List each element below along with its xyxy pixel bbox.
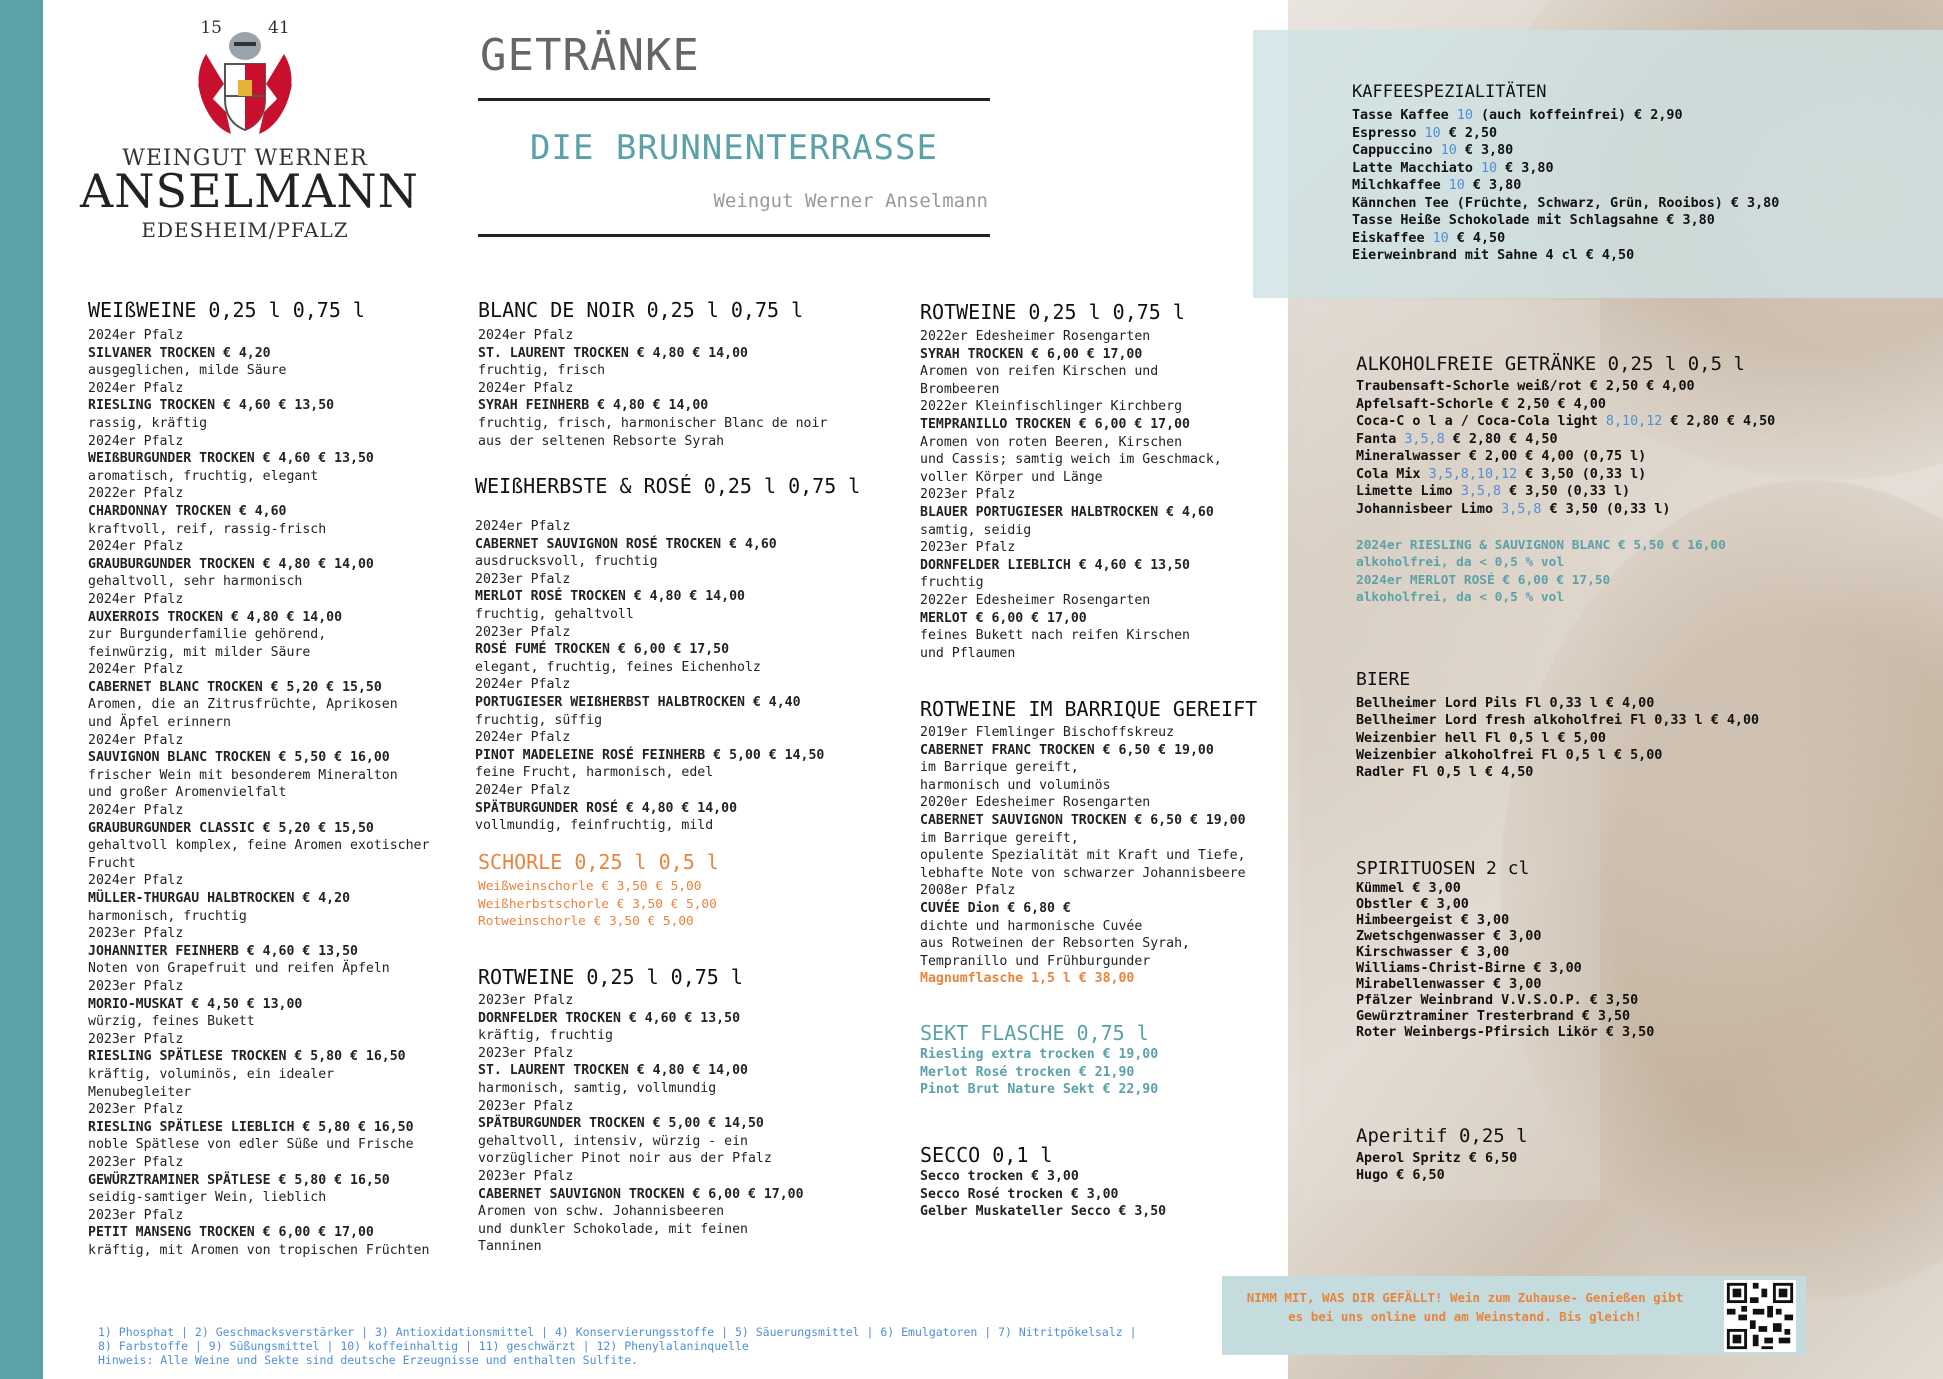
menu-item: [1356, 747, 1759, 764]
menu-item: [1356, 1167, 1517, 1184]
magnum-note: Magnumflasche 1,5 l € 38,00: [920, 971, 1135, 986]
menu-item-line: 2023er Pfalz: [88, 1031, 184, 1047]
menu-item: [1356, 431, 1775, 449]
menu-item-line: vorzüglicher Pinot noir aus der Pfalz: [478, 1151, 772, 1167]
menu-item-text: Latte Macchiato: [1352, 160, 1481, 176]
menu-item-text: Gewürztraminer Tresterbrand € 3,50: [1356, 1009, 1631, 1024]
menu-item-name: CABERNET SAUVIGNON TROCKEN € 6,00 € 17,00: [478, 1186, 804, 1202]
menu-item-line: 2023er Pfalz: [475, 571, 571, 587]
menu-item-name: PORTUGIESER WEIßHERBST HALBTROCKEN € 4,40: [475, 694, 801, 710]
menu-item: [1356, 945, 1654, 961]
allergen-note: 3,5,8: [1404, 431, 1445, 447]
menu-item-name: RIESLING TROCKEN € 4,60 € 13,50: [88, 398, 335, 414]
menu-item-line: 2024er Pfalz: [478, 328, 574, 343]
menu-item-price: € 3,50 (0,33 l): [1501, 484, 1631, 499]
menu-item-text: Tasse Kaffee: [1352, 108, 1457, 123]
menu-item: [1356, 448, 1775, 466]
menu-item-line: aus der seltenen Rebsorte Syrah: [478, 433, 725, 449]
coat-of-arms-icon: [186, 24, 304, 142]
menu-item-text: Bellheimer Lord Pils Fl 0,33 l € 4,00: [1356, 696, 1655, 711]
menu-item-line: 2022er Kleinfischlinger Kirchberg: [920, 399, 1183, 415]
menu-item-name: SILVANER TROCKEN € 4,20: [88, 345, 271, 361]
menu-item: [1356, 913, 1654, 929]
menu-item-name: MÜLLER-THURGAU HALBTROCKEN € 4,20: [88, 891, 351, 906]
menu-item-line: Weißherbstschorle € 3,50 € 5,00: [478, 896, 717, 912]
menu-item-text: Kirschwasser € 3,00: [1356, 945, 1510, 960]
menu-item-line: vollmundig, feinfruchtig, mild: [475, 818, 714, 834]
menu-item-line: 2024er Pfalz: [478, 380, 574, 396]
menu-item-line: Aromen von roten Beeren, Kirschen: [920, 434, 1183, 450]
promo-text: NIMM MIT, WAS DIR GEFÄLLT! Wein zum Zuhause- Genießen gibt es bei uns online und am Weinstand. Bis gleich!: [1246, 1290, 1684, 1324]
menu-item: [1356, 977, 1654, 993]
menu-item-line: fruchtig, frisch, harmonischer Blanc de noir: [478, 415, 828, 431]
menu-item-text: Radler Fl 0,5 l € 4,50: [1356, 765, 1534, 781]
menu-item: [1352, 142, 1779, 160]
menu-item-line: 2024er Pfalz: [88, 433, 184, 449]
menu-item-line: ausdrucksvoll, fruchtig: [475, 554, 658, 570]
menu-item-price: € 3,80: [1497, 160, 1554, 176]
menu-item-line: zur Burgunderfamilie gehörend,: [88, 627, 327, 643]
menu-item-line: 2023er Pfalz: [478, 1045, 574, 1061]
menu-item: [1356, 897, 1654, 913]
menu-item-line: frischer Wein mit besonderem Mineralton: [88, 767, 398, 783]
menu-item-name: CUVÉE Dion € 6,80 €: [920, 900, 1071, 916]
menu-item-line: kräftig, mit Aromen von tropischen Früchten: [88, 1242, 430, 1258]
menu-item-line: 2023er Pfalz: [88, 978, 184, 994]
venue-name: DIE BRUNNENTERRASSE: [530, 128, 938, 168]
menu-item-name: WEIßBURGUNDER TROCKEN € 4,60 € 13,50: [88, 451, 374, 467]
menu-item-line: 2023er Pfalz: [478, 1098, 574, 1114]
menu-item-line: 2023er Pfalz: [88, 926, 184, 942]
winery-logo: [80, 18, 419, 248]
allergen-note: 10: [1440, 143, 1457, 158]
menu-item: [1352, 247, 1779, 265]
menu-item-line: aus Rotweinen der Rebsorten Syrah,: [920, 936, 1190, 952]
menu-item: [1352, 195, 1779, 213]
menu-item-name: MERLOT ROSÉ TROCKEN € 4,80 € 14,00: [475, 589, 745, 605]
menu-item-name: SPÄTBURGUNDER ROSÉ € 4,80 € 14,00: [475, 800, 738, 816]
allergen-note: 3,5,8: [1460, 484, 1502, 499]
alcohol-free-wine-line: alkoholfrei, da < 0,5 % vol: [1356, 555, 1565, 571]
menu-item-line: und Pflaumen: [920, 645, 1016, 661]
menu-item: [1356, 378, 1775, 396]
menu-item-text: Coca-C o l a / Coca-Cola light: [1356, 414, 1606, 429]
menu-item: [1352, 212, 1779, 230]
menu-item-name: ROSÉ FUMÉ TROCKEN € 6,00 € 17,50: [475, 642, 730, 658]
menu-item-line: Aromen, die an Zitrusfrüchte, Aprikosen: [88, 697, 398, 713]
list-sekt: [920, 1046, 1158, 1099]
menu-item-name: BLAUER PORTUGIESER HALBTROCKEN € 4,60: [920, 504, 1214, 520]
menu-item-name: GRAUBURGUNDER TROCKEN € 4,80 € 14,00: [88, 556, 374, 572]
menu-item-name: CABERNET BLANC TROCKEN € 5,20 € 15,50: [88, 679, 382, 695]
menu-item-line: Pinot Brut Nature Sekt € 22,90: [920, 1082, 1159, 1098]
menu-item-line: Menubegleiter: [88, 1084, 192, 1100]
menu-item-text: Weizenbier hell Fl 0,5 l € 5,00: [1356, 730, 1606, 746]
menu-item: [1356, 1009, 1654, 1025]
menu-item-name: SYRAH TROCKEN € 6,00 € 17,00: [920, 346, 1143, 362]
menu-item-line: 2023er Pfalz: [88, 1154, 184, 1170]
qr-code-icon[interactable]: [1724, 1280, 1796, 1352]
menu-item-text: Roter Weinbergs-Pfirsich Likör € 3,50: [1356, 1025, 1655, 1040]
section-title-spirituosen: SPIRITUOSEN 2 cl: [1356, 858, 1530, 879]
menu-item-text: Eiskaffee: [1352, 230, 1433, 246]
section-title-biere: BIERE: [1356, 669, 1411, 690]
menu-item-line: kräftig, voluminös, ein idealer: [88, 1066, 335, 1082]
alcohol-free-wine-line: alkoholfrei, da < 0,5 % vol: [1356, 589, 1565, 605]
menu-item-line: 2024er Pfalz: [88, 328, 184, 343]
menu-item-line: 2024er Pfalz: [475, 782, 571, 798]
menu-item-line: 2020er Edesheimer Rosengarten: [920, 795, 1151, 811]
menu-item-line: im Barrique gereift,: [920, 760, 1079, 776]
menu-item: [1356, 396, 1775, 414]
menu-item-line: 2024er Pfalz: [88, 662, 184, 678]
menu-item-line: fruchtig, süffig: [475, 712, 603, 728]
menu-item-text: Johannisbeer Limo: [1356, 501, 1502, 517]
menu-item: [1356, 961, 1654, 977]
menu-item-text: Cappuccino: [1352, 143, 1441, 158]
menu-item: [1356, 695, 1759, 712]
menu-item-line: 2024er Pfalz: [88, 803, 184, 819]
footnote-line: 8) Farbstoffe | 9) Süßungsmittel | 10) koffeinhaltig | 11) geschwärzt | 12) Phenylalaninquelle: [98, 1339, 749, 1353]
menu-item-line: 2019er Flemlinger Bischoffskreuz: [920, 725, 1175, 740]
menu-item-text: Milchkaffee: [1352, 178, 1449, 193]
menu-item-line: 2023er Pfalz: [88, 1102, 184, 1118]
menu-item-name: ST. LAURENT TROCKEN € 4,80 € 14,00: [478, 1063, 748, 1079]
menu-item-line: 2022er Pfalz: [88, 486, 184, 502]
menu-item: [1352, 160, 1779, 178]
menu-item-line: kraftvoll, reif, rassig-frisch: [88, 521, 327, 537]
menu-item: [1356, 466, 1775, 484]
menu-item-name: CABERNET SAUVIGNON TROCKEN € 6,50 € 19,00: [920, 812, 1246, 828]
menu-item-price: € 2,80 € 4,50: [1662, 414, 1776, 429]
menu-item-line: und großer Aromenvielfalt: [88, 785, 287, 801]
menu-item-line: elegant, fruchtig, feines Eichenholz: [475, 659, 761, 675]
allergen-note: 10: [1432, 230, 1449, 246]
menu-item-line: Aromen von schw. Johannisbeeren: [478, 1204, 725, 1220]
menu-item-text: Zwetschgenwasser € 3,00: [1356, 929, 1542, 944]
menu-item-text: Kännchen Tee (Früchte, Schwarz, Grün, Rooibos) € 3,80: [1352, 195, 1780, 211]
menu-item-name: SAUVIGNON BLANC TROCKEN € 5,50 € 16,00: [88, 750, 390, 766]
section-title-weissherbste: WEIßHERBSTE & ROSÉ 0,25 l 0,75 l: [475, 474, 861, 498]
menu-item: [1356, 764, 1759, 781]
list-alkoholfrei-wines: [1356, 537, 1726, 606]
section-title-rotweine: ROTWEINE 0,25 l 0,75 l: [920, 300, 1185, 324]
menu-item: [1356, 483, 1775, 501]
menu-item-name: SYRAH FEINHERB € 4,80 € 14,00: [478, 398, 709, 414]
menu-item-name: GEWÜRZTRAMINER SPÄTLESE € 5,80 € 16,50: [88, 1172, 390, 1188]
menu-item-line: harmonisch, fruchtig: [88, 908, 247, 924]
menu-item-text: Obstler € 3,00: [1356, 897, 1469, 912]
section-title-schorle: SCHORLE 0,25 l 0,5 l: [478, 850, 719, 874]
list-secco: [920, 1168, 1166, 1221]
menu-item-name: AUXERROIS TROCKEN € 4,80 € 14,00: [88, 609, 343, 625]
menu-item: [1356, 1150, 1517, 1167]
section-title-blanc-de-noir: BLANC DE NOIR 0,25 l 0,75 l: [478, 298, 804, 322]
menu-item-name: DORNFELDER LIEBLICH € 4,60 € 13,50: [920, 557, 1190, 573]
menu-item-text: Pfälzer Weinbrand V.V.S.O.P. € 3,50: [1356, 993, 1639, 1008]
allergen-note: 3,5,8,10,12: [1428, 466, 1518, 482]
section-title-sekt: SEKT FLASCHE 0,75 l: [920, 1021, 1149, 1045]
menu-item-name: CABERNET FRANC TROCKEN € 6,50 € 19,00: [920, 742, 1214, 758]
menu-item-text: Bellheimer Lord fresh alkoholfrei Fl 0,33 l € 4,00: [1356, 713, 1760, 729]
menu-item-name: CHARDONNAY TROCKEN € 4,60: [88, 503, 287, 519]
list-schorle: [478, 878, 717, 931]
menu-item-name: GRAUBURGUNDER CLASSIC € 5,20 € 15,50: [88, 820, 374, 836]
menu-item-line: Tanninen: [478, 1239, 542, 1255]
menu-item-price: € 2,80 € 4,50: [1444, 431, 1558, 447]
menu-item-price: € 3,50 (0,33 l): [1517, 466, 1647, 482]
menu-item-text: Tasse Heiße Schokolade mit Schlagsahne € 3,80: [1352, 213, 1715, 228]
menu-item-text: Limette Limo: [1356, 484, 1461, 499]
menu-item-name: CABERNET SAUVIGNON ROSÉ TROCKEN € 4,60: [475, 536, 777, 552]
menu-item: [1356, 413, 1775, 431]
menu-item-line: fruchtig, gehaltvoll: [475, 606, 634, 622]
menu-item-line: 2023er Pfalz: [478, 993, 574, 1008]
menu-item-line: Merlot Rosé trocken € 21,90: [920, 1064, 1135, 1080]
menu-item-text: Kümmel € 3,00: [1356, 881, 1461, 896]
menu-item: [1356, 1025, 1654, 1041]
logo-year: 15 41: [200, 18, 290, 38]
section-title-weissweine: WEIßWEINE 0,25 l 0,75 l: [88, 298, 365, 322]
header-rule-top: [478, 98, 990, 101]
menu-item-line: Noten von Grapefruit und reifen Äpfeln: [88, 961, 390, 977]
section-title-rotweine-mid: ROTWEINE 0,25 l 0,75 l: [478, 965, 743, 989]
menu-item-line: seidig-samtiger Wein, lieblich: [88, 1190, 327, 1206]
menu-item-line: würzig, feines Bukett: [88, 1014, 255, 1030]
menu-item-name: TEMPRANILLO TROCKEN € 6,00 € 17,00: [920, 416, 1190, 432]
menu-item-line: 2024er Pfalz: [475, 730, 571, 746]
menu-item-name: JOHANNITER FEINHERB € 4,60 € 13,50: [88, 943, 358, 959]
menu-item-text: Espresso: [1352, 125, 1425, 141]
menu-item-line: 2022er Edesheimer Rosengarten: [920, 329, 1151, 344]
menu-item-line: 2023er Pfalz: [475, 624, 571, 640]
menu-item-line: dichte und harmonische Cuvée: [920, 918, 1143, 934]
list-alkoholfrei: [1356, 378, 1775, 518]
list-spirituosen: [1356, 881, 1654, 1041]
menu-item-line: Riesling extra trocken € 19,00: [920, 1047, 1159, 1062]
menu-item-line: fruchtig, frisch: [478, 363, 606, 379]
menu-item: [1352, 107, 1779, 125]
menu-item-price: € 4,50: [1448, 230, 1506, 246]
page-title: GETRÄNKE: [480, 30, 700, 81]
alcohol-free-wine-line: 2024er MERLOT ROSÉ € 6,00 € 17,50: [1356, 572, 1611, 588]
list-kaffee: [1352, 107, 1779, 265]
logo-line-3: EDESHEIM/PFALZ: [141, 218, 349, 242]
menu-item-price: (auch koffeinfrei) € 2,90: [1472, 108, 1683, 123]
menu-item-line: feine Frucht, harmonisch, edel: [475, 765, 714, 781]
menu-item-text: Traubensaft-Schorle weiß/rot € 2,50 € 4,00: [1356, 379, 1695, 394]
menu-item-line: 2023er Pfalz: [920, 487, 1016, 503]
promo-banner: [1222, 1276, 1806, 1355]
menu-item-text: Cola Mix: [1356, 466, 1429, 482]
menu-item-name: MORIO-MUSKAT € 4,50 € 13,00: [88, 996, 303, 1012]
menu-item-line: feinwürzig, mit milder Säure: [88, 644, 311, 660]
menu-item-line: 2023er Pfalz: [920, 540, 1016, 556]
menu-item-name: PINOT MADELEINE ROSÉ FEINHERB € 5,00 € 14,50: [475, 747, 825, 763]
menu-item-line: Secco Rosé trocken € 3,00: [920, 1186, 1119, 1202]
allergen-note: 10: [1481, 160, 1498, 176]
list-rotweine: [920, 328, 1222, 662]
list-barrique: [920, 724, 1246, 970]
menu-item-text: Mineralwasser € 2,00 € 4,00 (0,75 l): [1356, 449, 1647, 464]
menu-item-line: im Barrique gereift,: [920, 830, 1079, 846]
list-aperitif: [1356, 1150, 1517, 1184]
allergen-footnotes: [98, 1325, 1137, 1367]
menu-item-line: harmonisch, samtig, vollmundig: [478, 1080, 717, 1096]
allergen-note: 10: [1424, 125, 1441, 141]
menu-item-text: Apfelsaft-Schorle € 2,50 € 4,00: [1356, 396, 1606, 412]
menu-item: [1356, 993, 1654, 1009]
list-weissweine: [88, 327, 429, 1259]
menu-item-line: 2024er Pfalz: [88, 873, 184, 889]
section-title-barrique: ROTWEINE IM BARRIQUE GEREIFT: [920, 697, 1258, 721]
logo-line-1: WEINGUT WERNER: [122, 146, 368, 171]
menu-item-line: opulente Spezialität mit Kraft und Tiefe,: [920, 848, 1246, 864]
menu-item-line: 2024er Pfalz: [475, 677, 571, 693]
menu-item-line: Rotweinschorle € 3,50 € 5,00: [478, 914, 694, 930]
menu-item-line: Brombeeren: [920, 381, 1000, 397]
menu-item-line: noble Spätlese von edler Süße und Frische: [88, 1137, 414, 1153]
allergen-note: 8,10,12: [1605, 414, 1663, 429]
list-weissherbste: [475, 518, 824, 835]
list-blanc-de-noir: [478, 327, 827, 450]
menu-item-name: ST. LAURENT TROCKEN € 4,80 € 14,00: [478, 345, 748, 361]
menu-item-text: Weizenbier alkoholfrei Fl 0,5 l € 5,00: [1356, 747, 1663, 763]
menu-item-line: 2023er Pfalz: [88, 1207, 184, 1223]
menu-item-line: gehaltvoll, sehr harmonisch: [88, 574, 303, 590]
menu-item-line: und dunkler Schokolade, mit feinen: [478, 1221, 748, 1237]
menu-item-text: Hugo € 6,50: [1356, 1168, 1445, 1183]
menu-item-text: Eierweinbrand mit Sahne 4 cl € 4,50: [1352, 248, 1635, 263]
menu-item-line: 2024er Pfalz: [88, 591, 184, 607]
menu-item-line: Tempranillo und Frühburgunder: [920, 953, 1151, 969]
list-rotweine-mid: [478, 992, 804, 1256]
footnote-line: 1) Phosphat | 2) Geschmacksverstärker | 3) Antioxidationsmittel | 4) Konservierungsstoffe | 5) Säuerungsmittel | 6) Emulgatoren | 7) Nitritpökelsalz |: [98, 1325, 1137, 1339]
allergen-note: 10: [1456, 108, 1473, 123]
section-title-aperitif: Aperitif 0,25 l: [1356, 1125, 1528, 1147]
allergen-note: 3,5,8: [1501, 501, 1542, 517]
menu-item-line: Weißweinschorle € 3,50 € 5,00: [478, 879, 702, 894]
menu-item-line: samtig, seidig: [920, 522, 1032, 538]
section-title-alkoholfrei: ALKOHOLFREIE GETRÄNKE 0,25 l 0,5 l: [1356, 353, 1745, 375]
menu-item-line: 2024er Pfalz: [88, 380, 184, 396]
venue-tagline: Weingut Werner Anselmann: [713, 190, 988, 212]
menu-item-line: Secco trocken € 3,00: [920, 1169, 1079, 1184]
menu-item: [1352, 230, 1779, 248]
menu-item-line: und Cassis; samtig weich im Geschmack,: [920, 452, 1222, 468]
logo-wordmark: ANSELMANN: [80, 164, 419, 218]
menu-item: [1352, 125, 1779, 143]
menu-item-line: und Äpfel erinnern: [88, 715, 231, 731]
menu-item-line: rassig, kräftig: [88, 415, 208, 431]
menu-item-line: feines Bukett nach reifen Kirschen: [920, 628, 1190, 644]
menu-item-line: harmonisch und voluminös: [920, 777, 1111, 793]
menu-item-name: SPÄTBURGUNDER TROCKEN € 5,00 € 14,50: [478, 1116, 764, 1132]
menu-item-text: Williams-Christ-Birne € 3,00: [1356, 961, 1582, 976]
list-biere: [1356, 695, 1759, 781]
menu-item-text: Himbeergeist € 3,00: [1356, 913, 1510, 928]
alcohol-free-wine-line: 2024er RIESLING & SAUVIGNON BLANC € 5,50 € 16,00: [1356, 538, 1726, 553]
menu-item: [1356, 501, 1775, 519]
menu-item-line: gehaltvoll komplex, feine Aromen exotischer: [88, 838, 430, 854]
header-rule-bottom: [478, 234, 990, 237]
menu-item-text: Mirabellenwasser € 3,00: [1356, 977, 1542, 992]
section-title-kaffee: KAFFEESPEZIALITÄTEN: [1352, 82, 1547, 102]
menu-item-line: lebhafte Note von schwarzer Johannisbeere: [920, 865, 1246, 881]
section-title-secco: SECCO 0,1 l: [920, 1143, 1053, 1167]
menu-item-line: ausgeglichen, milde Säure: [88, 363, 287, 379]
menu-item-line: aromatisch, fruchtig, elegant: [88, 468, 319, 484]
footnote-line: Hinweis: Alle Weine und Sekte sind deutsche Erzeugnisse und enthalten Sulfite.: [98, 1353, 639, 1367]
menu-item: [1356, 712, 1759, 729]
menu-item-text: Fanta: [1356, 431, 1405, 447]
menu-item-text: Aperol Spritz € 6,50: [1356, 1151, 1518, 1166]
menu-item-name: PETIT MANSENG TROCKEN € 6,00 € 17,00: [88, 1225, 374, 1241]
menu-item-line: 2024er Pfalz: [88, 539, 184, 555]
menu-item-line: fruchtig: [920, 575, 984, 591]
menu-item-line: 2008er Pfalz: [920, 883, 1016, 899]
menu-item-name: RIESLING SPÄTLESE TROCKEN € 5,80 € 16,50: [88, 1049, 406, 1065]
menu-item-line: gehaltvoll, intensiv, würzig - ein: [478, 1133, 748, 1149]
menu-item-price: € 3,50 (0,33 l): [1541, 501, 1671, 517]
menu-item-price: € 3,80: [1456, 143, 1514, 158]
menu-item: [1356, 730, 1759, 747]
menu-item: [1352, 177, 1779, 195]
menu-item-name: DORNFELDER TROCKEN € 4,60 € 13,50: [478, 1010, 741, 1026]
menu-item-line: Frucht: [88, 855, 136, 871]
menu-item-name: RIESLING SPÄTLESE LIEBLICH € 5,80 € 16,50: [88, 1119, 414, 1135]
menu-item-line: 2022er Edesheimer Rosengarten: [920, 592, 1151, 608]
left-accent-stripe: [0, 0, 43, 1379]
allergen-note: 10: [1448, 178, 1465, 193]
menu-item-line: 2023er Pfalz: [478, 1168, 574, 1184]
menu-item-line: voller Körper und Länge: [920, 469, 1103, 485]
menu-item: [1356, 929, 1654, 945]
menu-item-price: € 3,80: [1464, 178, 1522, 193]
menu-item-line: Gelber Muskateller Secco € 3,50: [920, 1204, 1167, 1220]
menu-item: [1356, 881, 1654, 897]
menu-item-line: 2024er Pfalz: [475, 519, 571, 534]
menu-item-line: 2024er Pfalz: [88, 732, 184, 748]
menu-item-name: MERLOT € 6,00 € 17,00: [920, 610, 1087, 626]
menu-item-line: kräftig, fruchtig: [478, 1028, 613, 1044]
menu-item-price: € 2,50: [1440, 125, 1498, 141]
menu-item-line: Aromen von reifen Kirschen und: [920, 364, 1159, 380]
